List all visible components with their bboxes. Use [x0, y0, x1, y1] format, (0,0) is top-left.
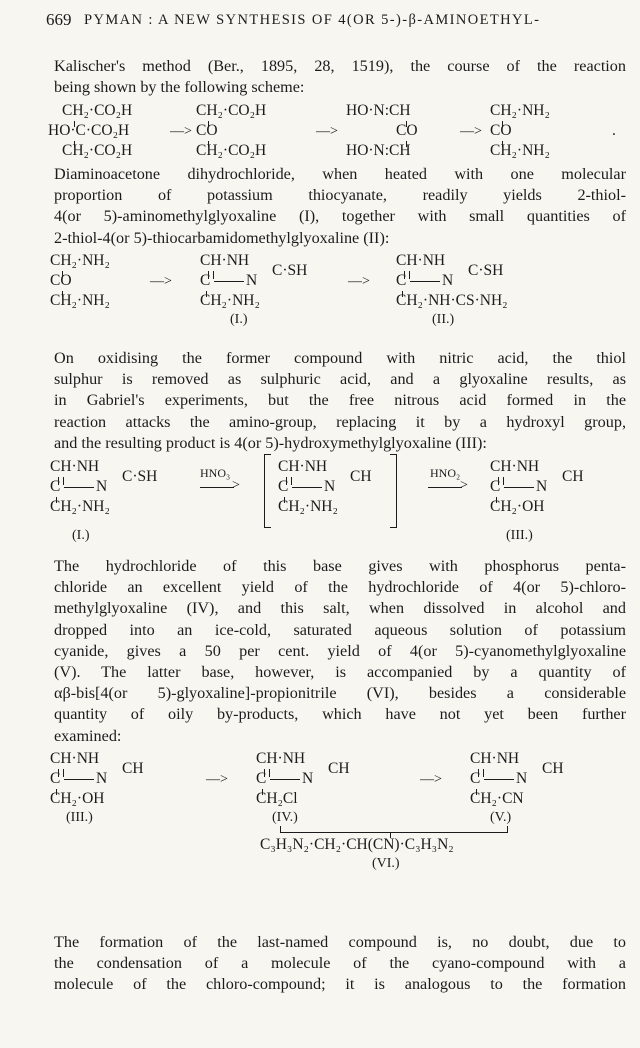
formula: CH₂·NH₂ — [50, 292, 110, 309]
ring-top: CH·NH — [396, 252, 446, 269]
text-line: αβ-bis[4(or 5)-glyoxaline]-propionitrile (VI), besides a considerable — [54, 684, 626, 703]
bond — [484, 779, 514, 780]
bond — [64, 779, 94, 780]
text-line: dropped into an ice-cold, saturated aqueous solution of potassium — [54, 620, 626, 639]
scheme-oxidation — [50, 458, 630, 550]
side-chain: CH₂·NH₂ — [278, 498, 338, 515]
ring-c: C — [490, 478, 501, 495]
bond — [64, 487, 94, 488]
formula: CO — [196, 122, 218, 139]
formula: CH₂·CO₂H — [62, 142, 133, 159]
ring-n: N — [96, 478, 108, 495]
paragraph-4 — [54, 556, 626, 747]
side-chain: CH₂·NH₂ — [50, 498, 110, 515]
side-chain: CH₂·CN — [470, 790, 524, 807]
paragraph-2 — [54, 164, 626, 249]
ring-n: N — [324, 478, 336, 495]
side-chain: CH₂·NH·CS·NH₂ — [396, 292, 508, 309]
ring-top: CH·NH — [470, 750, 520, 767]
running-header — [46, 10, 636, 34]
ring-c: C — [50, 770, 61, 787]
text-line: reaction attacks the amino-group, replacing it by a hydroxyl group, — [54, 412, 626, 431]
compound-label: (I.) — [230, 312, 248, 327]
reaction-arrow: —> — [150, 274, 172, 289]
ring-c: C — [470, 770, 481, 787]
compound-label: (VI.) — [372, 856, 400, 871]
reaction-arrow: —> — [170, 124, 192, 139]
reaction-arrow: —> — [460, 124, 482, 139]
text-line: and the resulting product is 4(or 5)-hydroxymethylglyoxaline (III): — [54, 433, 487, 452]
reaction-arrow: —> — [206, 772, 228, 787]
bracket-line — [280, 832, 508, 833]
bond — [410, 281, 440, 282]
text-line: methylglyoxaline (IV), and this salt, when dissolved in alcohol and — [54, 599, 626, 618]
formula: CH₂·CO₂H — [62, 102, 133, 119]
paragraph-5 — [54, 932, 626, 996]
ring-substituent: CH — [122, 760, 144, 777]
formula: CO — [50, 272, 72, 289]
text-line: molecule of the chloro-compound; it is analogous to the formation — [54, 975, 626, 994]
compound-label: (V.) — [490, 810, 512, 825]
text-line: in Gabriel's experiments, but the free nitrous acid formed in the — [54, 391, 626, 410]
bond — [214, 281, 244, 282]
ring-top: CH·NH — [200, 252, 250, 269]
text-line: the condensation of a molecule of the cyano-compound with a — [54, 954, 626, 973]
ring-n: N — [536, 478, 548, 495]
ring-substituent: CH — [328, 760, 350, 777]
text-line: chloride an excellent yield of the hydrochloride of 4(or 5)-chloro- — [54, 578, 626, 597]
formula: CH₂·NH₂ — [50, 252, 110, 269]
bond — [292, 487, 322, 488]
scheme-kalischer — [50, 102, 630, 162]
formula: CO — [490, 122, 512, 139]
text-line: 2-thiol-4(or 5)-thiocarbamidomethylglyoxaline (II): — [54, 228, 390, 247]
arrow-head: > — [232, 478, 240, 493]
text-line: (V). The latter base, however, is accompanied by a quantity of — [54, 663, 626, 682]
scheme-thiol — [50, 252, 630, 330]
reaction-arrow: —> — [420, 772, 442, 787]
formula: HO·N:CH — [346, 102, 411, 119]
running-title: PYMAN : A NEW SYNTHESIS OF 4(OR 5-)-β-AMINOETHYL- — [84, 12, 541, 28]
bond — [504, 487, 534, 488]
text-line: cyanide, gives a 50 per cent. yield of 4(or 5)-cyanomethylglyoxaline — [54, 641, 626, 660]
ring-top: CH·NH — [278, 458, 328, 475]
bracket-right — [390, 454, 397, 528]
text-line: Kalischer's method (Ber., 1895, 28, 1519), the course of the reaction — [54, 57, 626, 75]
ring-n: N — [246, 272, 258, 289]
side-chain: CH₂Cl — [256, 790, 298, 807]
ring-top: CH·NH — [50, 750, 100, 767]
text-line: On oxidising the former compound with nitric acid, the thiol — [54, 349, 626, 367]
paragraph-3 — [54, 348, 626, 454]
ring-top: CH·NH — [50, 458, 100, 475]
formula: CH₂·CO₂H — [196, 102, 267, 119]
ring-substituent: C·SH — [122, 468, 158, 485]
text-line: sulphur is removed as sulphuric acid, and a glyoxaline results, as — [54, 370, 626, 389]
reagent-label: HNO₃ — [200, 466, 231, 480]
text-line: 4(or 5)-aminomethylglyoxaline (I), together with small quantities of — [54, 207, 626, 226]
compound-label: (III.) — [66, 810, 93, 825]
side-chain: CH₂·OH — [490, 498, 545, 515]
reaction-arrow — [200, 487, 234, 488]
text-line: being shown by the following scheme: — [54, 78, 305, 97]
ring-substituent: C·SH — [272, 262, 308, 279]
page-number: 669 — [46, 10, 72, 29]
compound-label: (III.) — [506, 528, 533, 543]
paragraph-1 — [54, 56, 626, 98]
compound-label: (IV.) — [272, 810, 298, 825]
formula: CH₂·NH₂ — [490, 142, 550, 159]
ring-n: N — [302, 770, 314, 787]
ring-substituent: CH — [350, 468, 372, 485]
ring-c: C — [256, 770, 267, 787]
text-line: proportion of potassium thiocyanate, readily yields 2-thiol- — [54, 186, 626, 205]
text-line: The hydrochloride of this base gives with phosphorus penta- — [54, 557, 626, 575]
side-chain: CH₂·NH₂ — [200, 292, 260, 309]
ring-top: CH·NH — [490, 458, 540, 475]
text-line: Diaminoacetone dihydrochloride, when heated with one molecular — [54, 165, 626, 183]
reaction-arrow: —> — [316, 124, 338, 139]
ring-top: CH·NH — [256, 750, 306, 767]
formula: CH₂·NH₂ — [490, 102, 550, 119]
arrow-head: > — [460, 478, 468, 493]
bond — [507, 826, 508, 832]
ring-c: C — [50, 478, 61, 495]
bracket-left — [264, 454, 271, 528]
ring-n: N — [516, 770, 528, 787]
formula: HO·N:CH — [346, 142, 411, 159]
reagent-label: HNO₂ — [430, 466, 461, 480]
ring-c: C — [278, 478, 289, 495]
ring-n: N — [96, 770, 108, 787]
formula: HO·C·CO₂H — [48, 122, 130, 139]
compound-label: (II.) — [432, 312, 455, 327]
ring-substituent: CH — [562, 468, 584, 485]
text-line: examined: — [54, 726, 122, 745]
reaction-arrow: —> — [348, 274, 370, 289]
bond — [280, 826, 281, 832]
scheme-cyanation — [50, 750, 630, 874]
ring-substituent: C·SH — [468, 262, 504, 279]
bond — [270, 779, 300, 780]
compound-label: (I.) — [72, 528, 90, 543]
text-line: The formation of the last-named compound is, no doubt, due to — [54, 933, 626, 951]
ring-c: C — [396, 272, 407, 289]
text-line: quantity of oily by-products, which have not yet been further — [54, 705, 626, 724]
reaction-arrow — [428, 487, 462, 488]
ring-n: N — [442, 272, 454, 289]
formula: CO — [396, 122, 418, 139]
ring-substituent: CH — [542, 760, 564, 777]
period: . — [612, 122, 616, 139]
compound-formula: C₃H₃N₂·CH₂·CH(CN)·C₃H₃N₂ — [260, 836, 454, 853]
side-chain: CH₂·OH — [50, 790, 105, 807]
formula: CH₂·CO₂H — [196, 142, 267, 159]
ring-c: C — [200, 272, 211, 289]
